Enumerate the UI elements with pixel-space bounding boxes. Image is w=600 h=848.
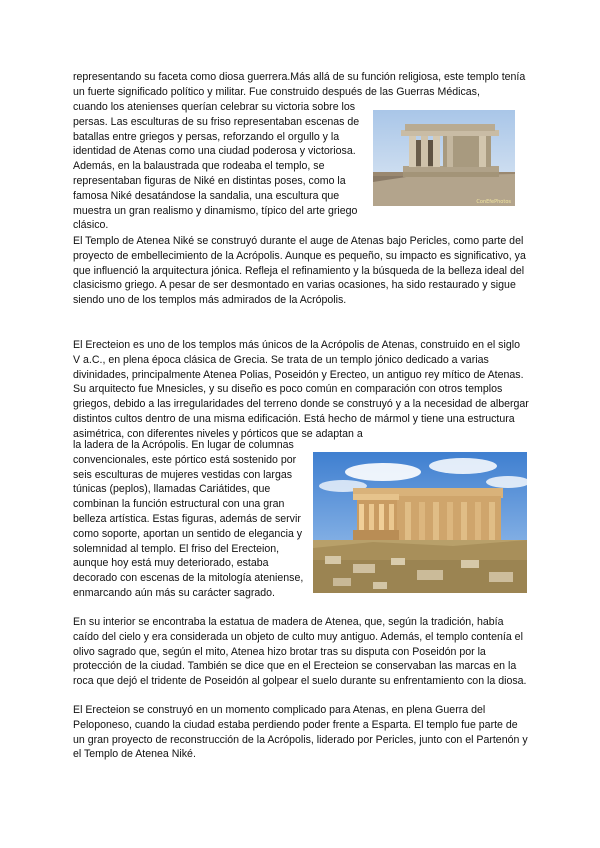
- erecteion-illustration: [313, 452, 527, 593]
- erecteion-photo: [313, 452, 527, 593]
- erecteion-paragraph-intro: El Erecteion es uno de los templos más únicos de la Acrópolis de Atenas, construido en el siglo V a.C., en plena época clásica de Grecia. Se trata de un templo jónico dedicado a varias divinidades, principalmente Atenea Polias, Poseidón y Erecteo, un antiguo rey mítico de Atenas. Su arquitecto fue Mnesicles, y su diseño es poco común en comparación con otros templos griegos, debido a las irregularidades del terreno donde se construyó y a la necesidad de albergar distintos cultos dentro de una misma edificación. Está hecho de mármol y tiene una estructura asimétrica, con diferentes niveles y pórticos que se adaptan a: [73, 339, 529, 440]
- photo-credit: ConEfePhotos: [476, 199, 511, 205]
- erecteion-paragraph-history: El Erecteion se construyó en un momento complicado para Atenas, en plena Guerra del Peloponeso, cuando la ciudad estaba perdiendo poder frente a Esparta. El templo fue parte de un gran proyecto de reconstrucción de la Acrópolis, liderado por Pericles, junto con el Partenón y el Templo de Atenea Niké.: [73, 704, 528, 761]
- erecteion-paragraph-interior: En su interior se encontraba la estatua de madera de Atenea, que, según la tradición, había caído del cielo y era considerada un objeto de culto muy antiguo. Además, el templo contenía el olivo sagrado que, según el mito, Atenea hizo brotar tras su disputa con Poseidón por la protección de la ciudad. También se dice que en el Erecteion se conservaban las marcas en la roca que dejó el tridente de Poseidón al golpear el suelo durante su enfrentamiento con la diosa.: [73, 616, 527, 688]
- temple-athena-nike-photo: [373, 110, 515, 206]
- nike-paragraph-history: El Templo de Atenea Niké se construyó durante el auge de Atenas bajo Pericles, como parte del proyecto de embellecimiento de la Acrópolis. Aunque es pequeño, su impacto es significativo, ya que influenció la arquitectura jónica. Refleja el refinamiento y la búsqueda de la belleza ideal del clasicismo griego. A pesar de ser desmontado en varias ocasiones, ha sido restaurado y sigue siendo uno de los templos más admirados de la Acrópolis.: [73, 235, 526, 307]
- nike-paragraph-wrap: cuando los atenienses querían celebrar su victoria sobre los persas. Las esculturas de su friso representaban escenas de batallas entre griegos y persas, reforzando el orgullo y la identidad de Atenas como una ciudad poderosa y victoriosa. Además, en la balaustrada que rodeaba el templo, se representaban figuras de Niké en distintas poses, como la famosa Niké desatándose la sandalia, una escultura que muestra un gran realismo y dinamismo, típico del arte griego clásico.: [73, 101, 360, 232]
- erecteion-paragraph-wrap: la ladera de la Acrópolis. En lugar de columnas convencionales, este pórtico está sostenido por seis esculturas de mujeres vestidas con largas túnicas (peplos), llamadas Cariátides, que combinan la función estructural con una gran belleza artística. Estas figuras, además de servir como soporte, aportan un sentido de elegancia y solemnidad al templo. El friso del Erecteion, aunque hoy está muy deteriorado, estaba decorado con escenas de la mitología ateniense, enmarcando aún más su carácter sagrado.: [73, 439, 304, 599]
- temple-athena-nike-illustration: [373, 110, 515, 206]
- nike-paragraph-intro: representando su faceta como diosa guerrera.Más allá de su función religiosa, este templo tenía un fuerte significado político y militar. Fue construido después de las Guerras Médicas,: [73, 71, 526, 98]
